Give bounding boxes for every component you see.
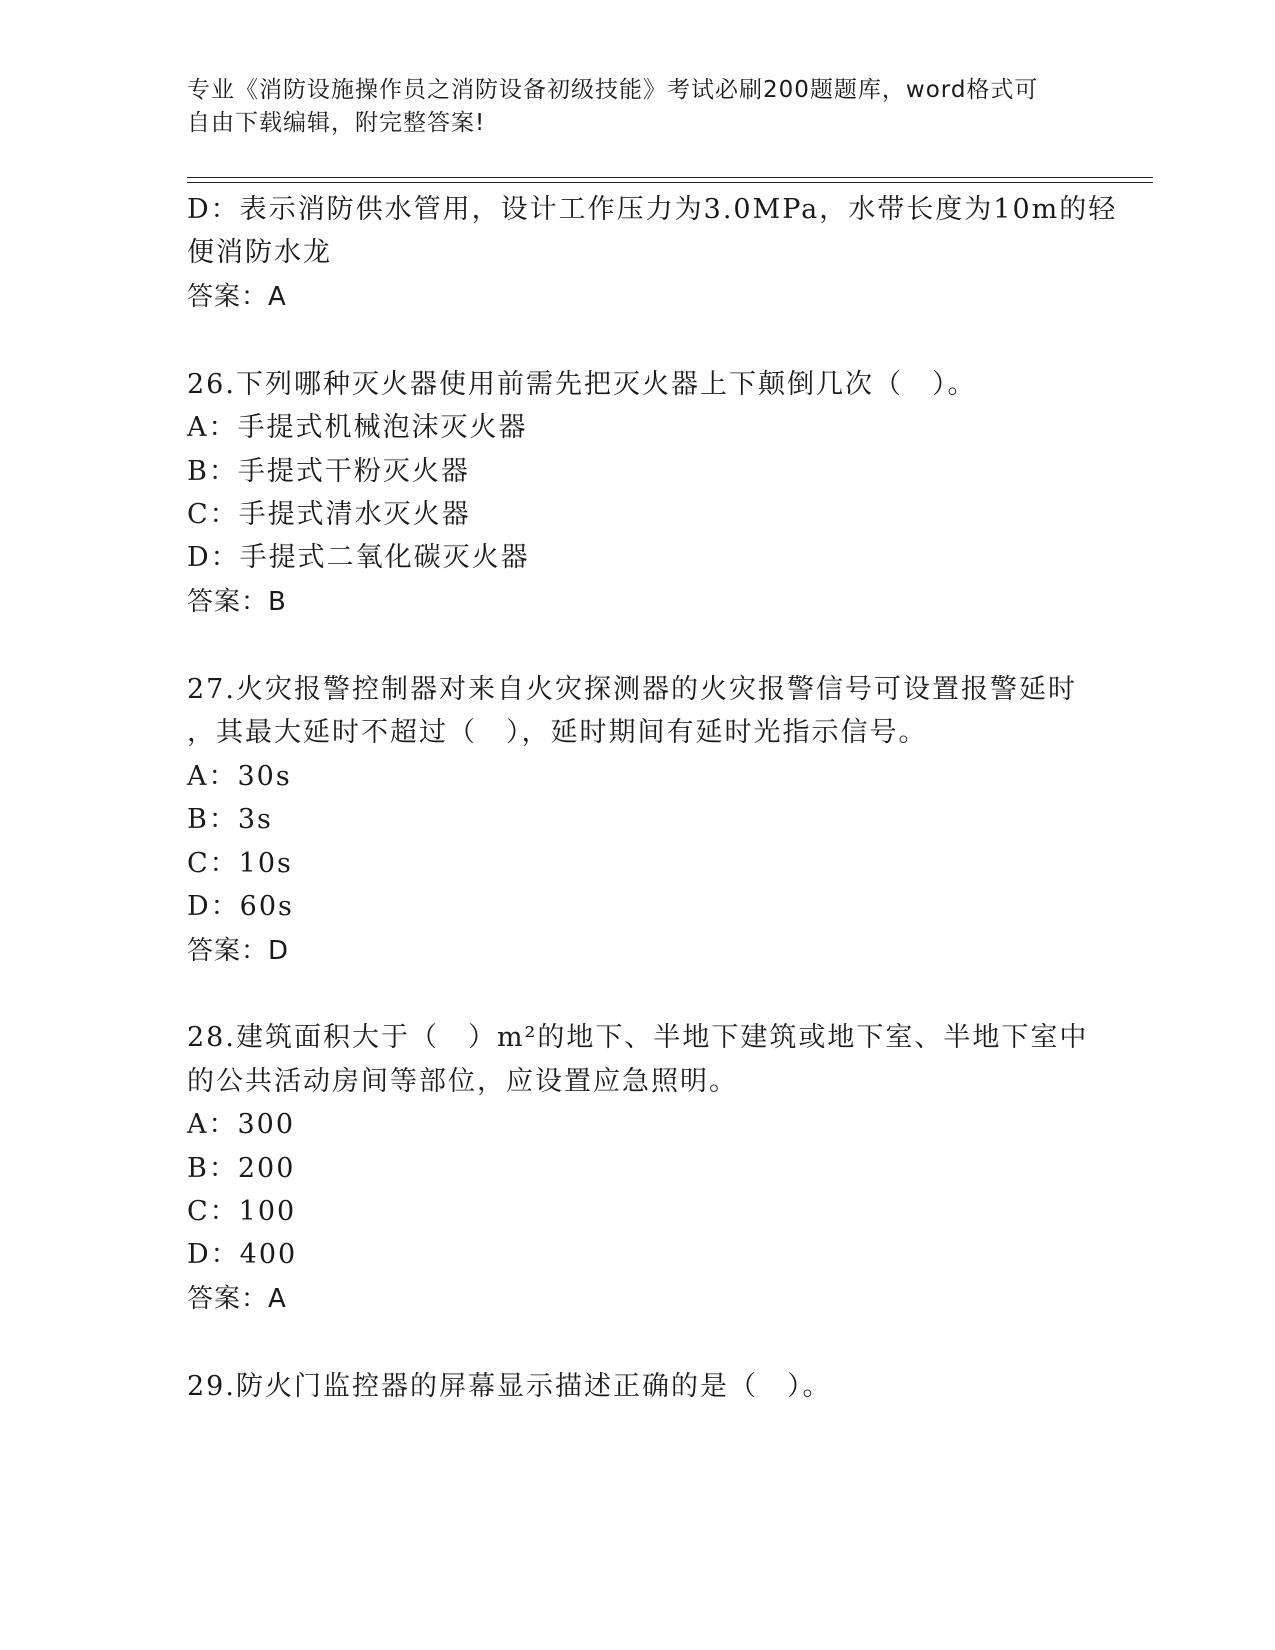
q26-option-a: A：手提式机械泡沫灭火器 — [187, 412, 528, 443]
q28-option-c: C：100 — [187, 1196, 297, 1227]
q28-option-b: B：200 — [187, 1153, 296, 1184]
header-divider-top — [187, 177, 1153, 178]
header-line-2: 自由下载编辑，附完整答案! — [187, 110, 486, 136]
q27-answer: 答案：D — [187, 936, 290, 966]
header-line-1: 专业《消防设施操作员之消防设备初级技能》考试必刷200题题库，word格式可 — [187, 77, 1039, 103]
q28-stem-line-2: 的公共活动房间等部位，应设置应急照明。 — [187, 1066, 738, 1097]
prev-answer: 答案：A — [187, 282, 287, 312]
q27-option-b: B：3s — [187, 804, 273, 835]
q28-option-a: A：300 — [187, 1109, 296, 1140]
q26-option-c: C：手提式清水灭火器 — [187, 499, 471, 530]
q27-stem-line-1: 27.火灾报警控制器对来自火灾探测器的火灾报警信号可设置报警延时 — [187, 674, 1077, 705]
q28-answer: 答案：A — [187, 1284, 287, 1314]
prev-option-d-line-2: 便消防水龙 — [187, 237, 332, 268]
q26-option-b: B：手提式干粉灭火器 — [187, 456, 470, 487]
document-header — [187, 74, 1067, 140]
q27-option-c: C：10s — [187, 848, 293, 879]
q28-option-d: D：400 — [187, 1239, 298, 1270]
q26-option-d: D：手提式二氧化碳灭火器 — [187, 542, 530, 573]
q26-answer: 答案：B — [187, 587, 287, 617]
q27-option-a: A：30s — [187, 761, 292, 792]
q27-stem-line-2: ，其最大延时不超过（ ），延时期间有延时光指示信号。 — [187, 717, 928, 748]
header-divider-bottom — [187, 182, 1153, 183]
q27-option-d: D：60s — [187, 891, 294, 922]
q28-stem-line-1: 28.建筑面积大于（ ）m²的地下、半地下建筑或地下室、半地下室中 — [187, 1022, 1089, 1053]
q29-stem: 29.防火门监控器的屏幕显示描述正确的是（ ）。 — [187, 1371, 832, 1402]
prev-option-d-line-1: D：表示消防供水管用，设计工作压力为3.0MPa，水带长度为10m的轻 — [187, 194, 1118, 225]
q26-stem: 26.下列哪种灭火器使用前需先把灭火器上下颠倒几次（ ）。 — [187, 369, 977, 400]
